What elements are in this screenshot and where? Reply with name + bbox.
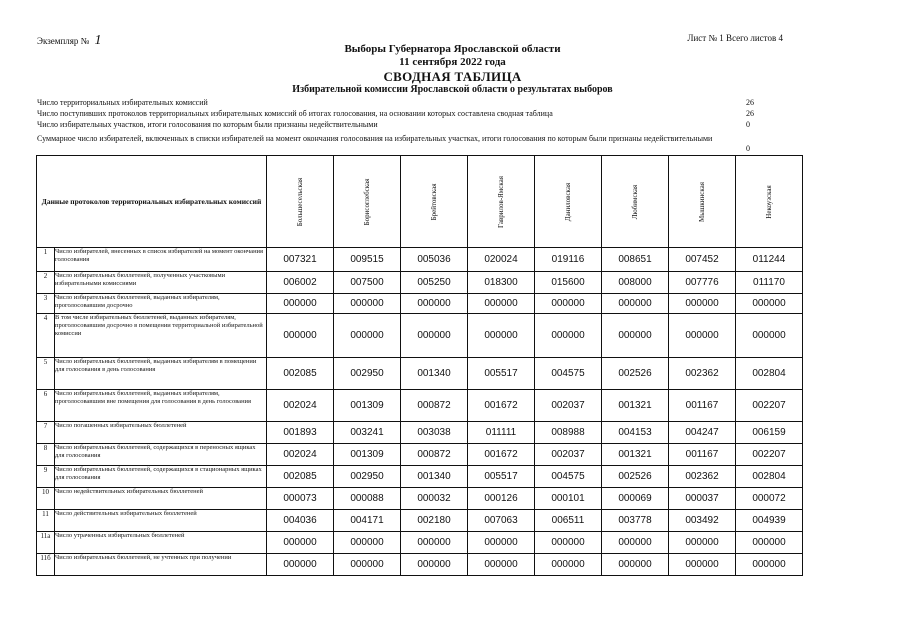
column-header-label: Большесельская bbox=[296, 177, 304, 226]
row-number: 10 bbox=[37, 488, 55, 510]
table-cell: 005250 bbox=[401, 272, 468, 294]
table-cell: 001893 bbox=[267, 422, 334, 444]
table-row bbox=[37, 248, 803, 272]
table-cell: 000000 bbox=[535, 532, 602, 554]
table-cell: 000000 bbox=[401, 314, 468, 358]
table-cell: 002950 bbox=[334, 466, 401, 488]
table-cell: 002950 bbox=[334, 358, 401, 390]
table-cell: 000000 bbox=[602, 314, 669, 358]
table-row bbox=[37, 422, 803, 444]
row-label: Число избирательных бюллетеней, выданных избирателям, проголосовавшим вне помещения для голосования в день голосования bbox=[55, 390, 267, 422]
table-cell: 001340 bbox=[401, 358, 468, 390]
sheet-info: Лист № 1 Всего листов 4 bbox=[687, 33, 783, 43]
table-cell: 000072 bbox=[736, 488, 803, 510]
column-header bbox=[267, 156, 334, 248]
table-cell: 011111 bbox=[468, 422, 535, 444]
table-cell: 008000 bbox=[602, 272, 669, 294]
row-label: Число избирателей, внесенных в список избирателей на момент окончания голосования bbox=[55, 248, 267, 272]
table-cell: 000000 bbox=[736, 554, 803, 576]
table-cell: 004575 bbox=[535, 466, 602, 488]
table-cell: 002180 bbox=[401, 510, 468, 532]
table-cell: 000000 bbox=[669, 314, 736, 358]
row-label: Число погашенных избирательных бюллетеней bbox=[55, 422, 267, 444]
row-label: Число избирательных бюллетеней, выданных избирателям в помещении для голосования в день голосования bbox=[55, 358, 267, 390]
table-cell: 000073 bbox=[267, 488, 334, 510]
column-header bbox=[334, 156, 401, 248]
table-row bbox=[37, 532, 803, 554]
table-cell: 015600 bbox=[535, 272, 602, 294]
table-cell: 002037 bbox=[535, 390, 602, 422]
table-cell: 007452 bbox=[669, 248, 736, 272]
table-row bbox=[37, 390, 803, 422]
table-cell: 000000 bbox=[401, 294, 468, 314]
table-cell: 004171 bbox=[334, 510, 401, 532]
table-row bbox=[37, 272, 803, 294]
table-cell: 007500 bbox=[334, 272, 401, 294]
column-header-label: Мышкинская bbox=[698, 181, 706, 222]
summary-value: 26 bbox=[746, 109, 754, 118]
table-cell: 000000 bbox=[468, 294, 535, 314]
table-cell: 000037 bbox=[669, 488, 736, 510]
table-cell: 000069 bbox=[602, 488, 669, 510]
document-title: СВОДНАЯ ТАБЛИЦА bbox=[383, 69, 522, 84]
table-cell: 003492 bbox=[669, 510, 736, 532]
corner-header: Данные протоколов территориальных избирательных комиссий bbox=[37, 156, 267, 248]
summary-label: Суммарное число избирателей, включенных в списки избирателей на момент окончания голосования на избирательных участках, итоги голосования по которым были признаны недействительными bbox=[37, 134, 713, 143]
column-header bbox=[602, 156, 669, 248]
table-cell: 003778 bbox=[602, 510, 669, 532]
column-header-label: Брейтовская bbox=[430, 183, 438, 220]
table-cell: 000088 bbox=[334, 488, 401, 510]
table-cell: 004939 bbox=[736, 510, 803, 532]
table-cell: 008651 bbox=[602, 248, 669, 272]
election-title: Выборы Губернатора Ярославской области bbox=[344, 43, 561, 55]
table-cell: 001321 bbox=[602, 390, 669, 422]
table-cell: 000000 bbox=[669, 532, 736, 554]
summary-label: Число территориальных избирательных комиссий bbox=[37, 98, 208, 107]
column-header bbox=[736, 156, 803, 248]
table-cell: 000000 bbox=[267, 554, 334, 576]
table-cell: 002207 bbox=[736, 390, 803, 422]
row-label: В том числе избирательных бюллетеней, выданных избирателям, проголосовавшим досрочно в помещении территориальной избирательной комиссии bbox=[55, 314, 267, 358]
table-cell: 000000 bbox=[736, 314, 803, 358]
table-cell: 002526 bbox=[602, 358, 669, 390]
table-cell: 001167 bbox=[669, 390, 736, 422]
row-number: 5 bbox=[37, 358, 55, 390]
table-row bbox=[37, 488, 803, 510]
column-header-label: Любимская bbox=[631, 184, 639, 219]
table-cell: 000000 bbox=[602, 554, 669, 576]
table-cell: 001167 bbox=[669, 444, 736, 466]
table-cell: 000000 bbox=[535, 294, 602, 314]
table-cell: 000000 bbox=[267, 294, 334, 314]
table-cell: 004036 bbox=[267, 510, 334, 532]
table-cell: 000000 bbox=[602, 532, 669, 554]
table-cell: 002207 bbox=[736, 444, 803, 466]
table-cell: 007063 bbox=[468, 510, 535, 532]
row-number: 3 bbox=[37, 294, 55, 314]
copy-label: Экземпляр № bbox=[37, 36, 90, 46]
row-label: Число избирательных бюллетеней, полученных участковыми избирательными комиссиями bbox=[55, 272, 267, 294]
table-cell: 002362 bbox=[669, 358, 736, 390]
summary-label: Число избирательных участков, итоги голосования по которым были признаны недействительными bbox=[37, 120, 378, 129]
column-header bbox=[401, 156, 468, 248]
table-cell: 005036 bbox=[401, 248, 468, 272]
row-label: Число избирательных бюллетеней, не учтенных при получении bbox=[55, 554, 267, 576]
row-number: 4 bbox=[37, 314, 55, 358]
commission-title: Избирательной комиссии Ярославской области о результатах выборов bbox=[292, 84, 613, 95]
table-cell: 011244 bbox=[736, 248, 803, 272]
election-date: 11 сентября 2022 года bbox=[399, 56, 506, 68]
table-cell: 000000 bbox=[602, 294, 669, 314]
row-label: Число избирательных бюллетеней, содержащихся в переносных ящиках для голосования bbox=[55, 444, 267, 466]
table-cell: 002085 bbox=[267, 358, 334, 390]
row-number: 7 bbox=[37, 422, 55, 444]
table-cell: 002526 bbox=[602, 466, 669, 488]
table-header-row bbox=[37, 156, 803, 248]
table-cell: 000126 bbox=[468, 488, 535, 510]
row-number: 11 bbox=[37, 510, 55, 532]
table-body bbox=[37, 248, 803, 576]
table-row bbox=[37, 510, 803, 532]
table-cell: 004575 bbox=[535, 358, 602, 390]
table-cell: 000000 bbox=[267, 314, 334, 358]
table-cell: 001340 bbox=[401, 466, 468, 488]
row-label: Число избирательных бюллетеней, выданных избирателям, проголосовавшим досрочно bbox=[55, 294, 267, 314]
column-header bbox=[669, 156, 736, 248]
summary-value: 0 bbox=[746, 144, 750, 153]
row-number: 9 bbox=[37, 466, 55, 488]
row-label: Число утраченных избирательных бюллетеней bbox=[55, 532, 267, 554]
table-cell: 002024 bbox=[267, 444, 334, 466]
table-cell: 000032 bbox=[401, 488, 468, 510]
table-cell: 020024 bbox=[468, 248, 535, 272]
row-number: 8 bbox=[37, 444, 55, 466]
row-number: 1 bbox=[37, 248, 55, 272]
table-cell: 000000 bbox=[669, 554, 736, 576]
row-number: 11б bbox=[37, 554, 55, 576]
table-cell: 001672 bbox=[468, 444, 535, 466]
table-cell: 011170 bbox=[736, 272, 803, 294]
row-label: Число недействительных избирательных бюллетеней bbox=[55, 488, 267, 510]
summary-label: Число поступивших протоколов территориальных избирательных комиссий об итогах голосования, на основании которых составлена сводная таблица bbox=[37, 109, 553, 118]
table-cell: 002085 bbox=[267, 466, 334, 488]
table-row bbox=[37, 314, 803, 358]
table-cell: 000000 bbox=[334, 554, 401, 576]
table-cell: 008988 bbox=[535, 422, 602, 444]
table-cell: 000872 bbox=[401, 444, 468, 466]
table-cell: 006511 bbox=[535, 510, 602, 532]
table-cell: 000000 bbox=[468, 532, 535, 554]
table-cell: 004247 bbox=[669, 422, 736, 444]
table-cell: 000000 bbox=[401, 554, 468, 576]
table-cell: 004153 bbox=[602, 422, 669, 444]
table-cell: 005517 bbox=[468, 466, 535, 488]
table-cell: 000000 bbox=[334, 294, 401, 314]
table-cell: 002024 bbox=[267, 390, 334, 422]
results-table bbox=[36, 155, 803, 576]
table-cell: 005517 bbox=[468, 358, 535, 390]
summary-value: 26 bbox=[746, 98, 754, 107]
column-header-label: Гаврилов-Ямская bbox=[497, 175, 505, 228]
table-cell: 000000 bbox=[669, 294, 736, 314]
table-cell: 009515 bbox=[334, 248, 401, 272]
table-cell: 001309 bbox=[334, 444, 401, 466]
table-cell: 000000 bbox=[334, 532, 401, 554]
table-cell: 002362 bbox=[669, 466, 736, 488]
row-label: Число действительных избирательных бюллетеней bbox=[55, 510, 267, 532]
table-row bbox=[37, 466, 803, 488]
column-header-label: Некоузская bbox=[765, 184, 773, 219]
column-header-label: Борисоглебская bbox=[363, 178, 371, 225]
row-number: 11а bbox=[37, 532, 55, 554]
table-cell: 003241 bbox=[334, 422, 401, 444]
summary-value: 0 bbox=[746, 120, 750, 129]
table-cell: 001672 bbox=[468, 390, 535, 422]
table-row bbox=[37, 554, 803, 576]
table-cell: 000872 bbox=[401, 390, 468, 422]
column-header bbox=[468, 156, 535, 248]
table-cell: 002037 bbox=[535, 444, 602, 466]
table-cell: 000000 bbox=[401, 532, 468, 554]
table-cell: 007776 bbox=[669, 272, 736, 294]
table-cell: 000000 bbox=[334, 314, 401, 358]
column-header bbox=[535, 156, 602, 248]
table-cell: 019116 bbox=[535, 248, 602, 272]
column-header-label: Даниловская bbox=[564, 182, 572, 221]
row-number: 6 bbox=[37, 390, 55, 422]
table-cell: 000000 bbox=[736, 532, 803, 554]
table-cell: 000000 bbox=[267, 532, 334, 554]
table-row bbox=[37, 358, 803, 390]
table-cell: 001321 bbox=[602, 444, 669, 466]
table-cell: 000000 bbox=[535, 554, 602, 576]
row-number: 2 bbox=[37, 272, 55, 294]
table-cell: 006002 bbox=[267, 272, 334, 294]
copy-number: 1 bbox=[94, 33, 102, 48]
table-cell: 000000 bbox=[468, 314, 535, 358]
table-cell: 000000 bbox=[736, 294, 803, 314]
table-row bbox=[37, 444, 803, 466]
table-cell: 018300 bbox=[468, 272, 535, 294]
table-cell: 001309 bbox=[334, 390, 401, 422]
table-row bbox=[37, 294, 803, 314]
table-cell: 000101 bbox=[535, 488, 602, 510]
table-cell: 007321 bbox=[267, 248, 334, 272]
row-label: Число избирательных бюллетеней, содержащихся в стационарных ящиках для голосования bbox=[55, 466, 267, 488]
table-cell: 003038 bbox=[401, 422, 468, 444]
table-cell: 000000 bbox=[535, 314, 602, 358]
table-cell: 006159 bbox=[736, 422, 803, 444]
table-cell: 000000 bbox=[468, 554, 535, 576]
table-cell: 002804 bbox=[736, 466, 803, 488]
table-cell: 002804 bbox=[736, 358, 803, 390]
